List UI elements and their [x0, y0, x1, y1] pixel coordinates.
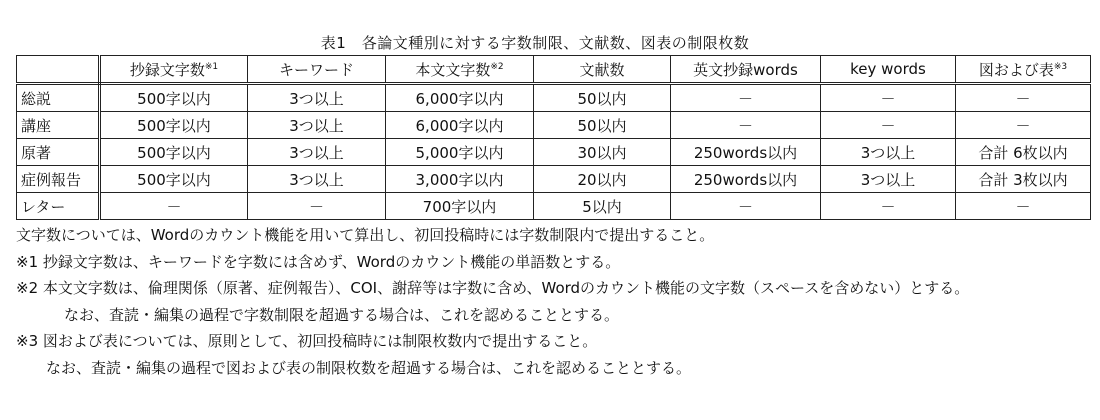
table-cell: 合計 3枚以内 — [956, 166, 1091, 193]
row-label: レター — [17, 193, 100, 220]
table-cell: 3つ以上 — [248, 112, 386, 139]
table-body — [17, 84, 1091, 220]
table-cell: － — [956, 112, 1091, 139]
table-cell: 5,000字以内 — [386, 139, 534, 166]
header-label: 図および表 — [978, 60, 1054, 79]
header-label: 抄録文字数 — [129, 60, 205, 79]
table-cell: 3つ以上 — [821, 166, 956, 193]
row-label: 総説 — [17, 84, 100, 112]
header-cell — [534, 56, 671, 84]
table-cell: － — [671, 193, 821, 220]
table-cell: 50以内 — [534, 112, 671, 139]
table-cell: 700字以内 — [386, 193, 534, 220]
table-row — [17, 139, 1091, 166]
table-caption: 表1 各論文種別に対する字数制限、文献数、図表の制限枚数 — [320, 34, 750, 52]
note-1: ※1 抄録文字数は、キーワードを字数には含めず、Wordのカウント機能の単語数とする。 — [16, 252, 621, 271]
table-cell: － — [956, 84, 1091, 112]
table-cell: 500字以内 — [100, 112, 248, 139]
header-label: キーワード — [278, 60, 354, 79]
table-cell: － — [956, 193, 1091, 220]
table-row — [17, 166, 1091, 193]
header-label: 本文文字数 — [415, 60, 491, 79]
row-label: 原著 — [17, 139, 100, 166]
table-cell: 250words以内 — [671, 166, 821, 193]
table-cell: － — [248, 193, 386, 220]
header-cell-corner — [17, 56, 100, 84]
note-general: 文字数については、Wordのカウント機能を用いて算出し、初回投稿時には字数制限内で提出すること。 — [16, 226, 715, 244]
table-row — [17, 112, 1091, 139]
table-cell: － — [671, 112, 821, 139]
table-cell: 6,000字以内 — [386, 84, 534, 112]
note-2-continuation: なお、査読・編集の過程で字数制限を超過する場合は、これを認めることとする。 — [64, 305, 620, 324]
header-cell — [671, 56, 821, 84]
row-label: 講座 — [17, 112, 100, 139]
notes-section — [16, 222, 969, 381]
table-cell: 3つ以上 — [821, 139, 956, 166]
table-cell: 500字以内 — [100, 84, 248, 112]
table-cell: － — [821, 112, 956, 139]
table-cell: 合計 6枚以内 — [956, 139, 1091, 166]
footnote-mark: ※1 — [204, 61, 219, 72]
table-cell: 500字以内 — [100, 139, 248, 166]
table-cell: 3つ以上 — [248, 139, 386, 166]
footnote-mark: ※2 — [490, 61, 504, 72]
table-cell: 50以内 — [534, 84, 671, 112]
table-cell: 250words以内 — [671, 139, 821, 166]
header-cell — [821, 56, 956, 84]
limits-table — [16, 55, 1091, 220]
table-cell: 6,000字以内 — [386, 112, 534, 139]
table-cell: 3つ以上 — [248, 166, 386, 193]
table-cell: － — [821, 193, 956, 220]
table-cell: 20以内 — [534, 166, 671, 193]
table-cell: － — [821, 84, 956, 112]
table-cell: 5以内 — [534, 193, 671, 220]
table-cell: 3,000字以内 — [386, 166, 534, 193]
table-cell: 500字以内 — [100, 166, 248, 193]
table-cell: 30以内 — [534, 139, 671, 166]
row-label: 症例報告 — [17, 166, 100, 193]
header-label: key words — [850, 60, 926, 78]
header-label: 文献数 — [579, 60, 625, 79]
footnote-mark: ※3 — [1053, 61, 1068, 72]
note-3-continuation: なお、査読・編集の過程で図および表の制限枚数を超過する場合は、これを認めることとする。 — [46, 358, 692, 377]
header-cell — [956, 56, 1091, 84]
table-cell: 3つ以上 — [248, 84, 386, 112]
note-2: ※2 本文文字数は、倫理関係（原著、症例報告）、COI、謝辞等は字数に含め、Wordのカウント機能の文字数（スペースを含めない）とする。 — [16, 279, 970, 297]
note-3: ※3 図および表については、原則として、初回投稿時には制限枚数内で提出すること。 — [16, 332, 598, 350]
table-row — [17, 193, 1091, 220]
header-cell — [100, 56, 248, 84]
header-cell — [386, 56, 534, 84]
header-cell — [248, 56, 386, 84]
header-row — [17, 56, 1091, 84]
table-row — [17, 84, 1091, 112]
header-label: 英文抄録words — [693, 60, 798, 79]
table-cell: － — [100, 193, 248, 220]
table-cell: － — [671, 84, 821, 112]
